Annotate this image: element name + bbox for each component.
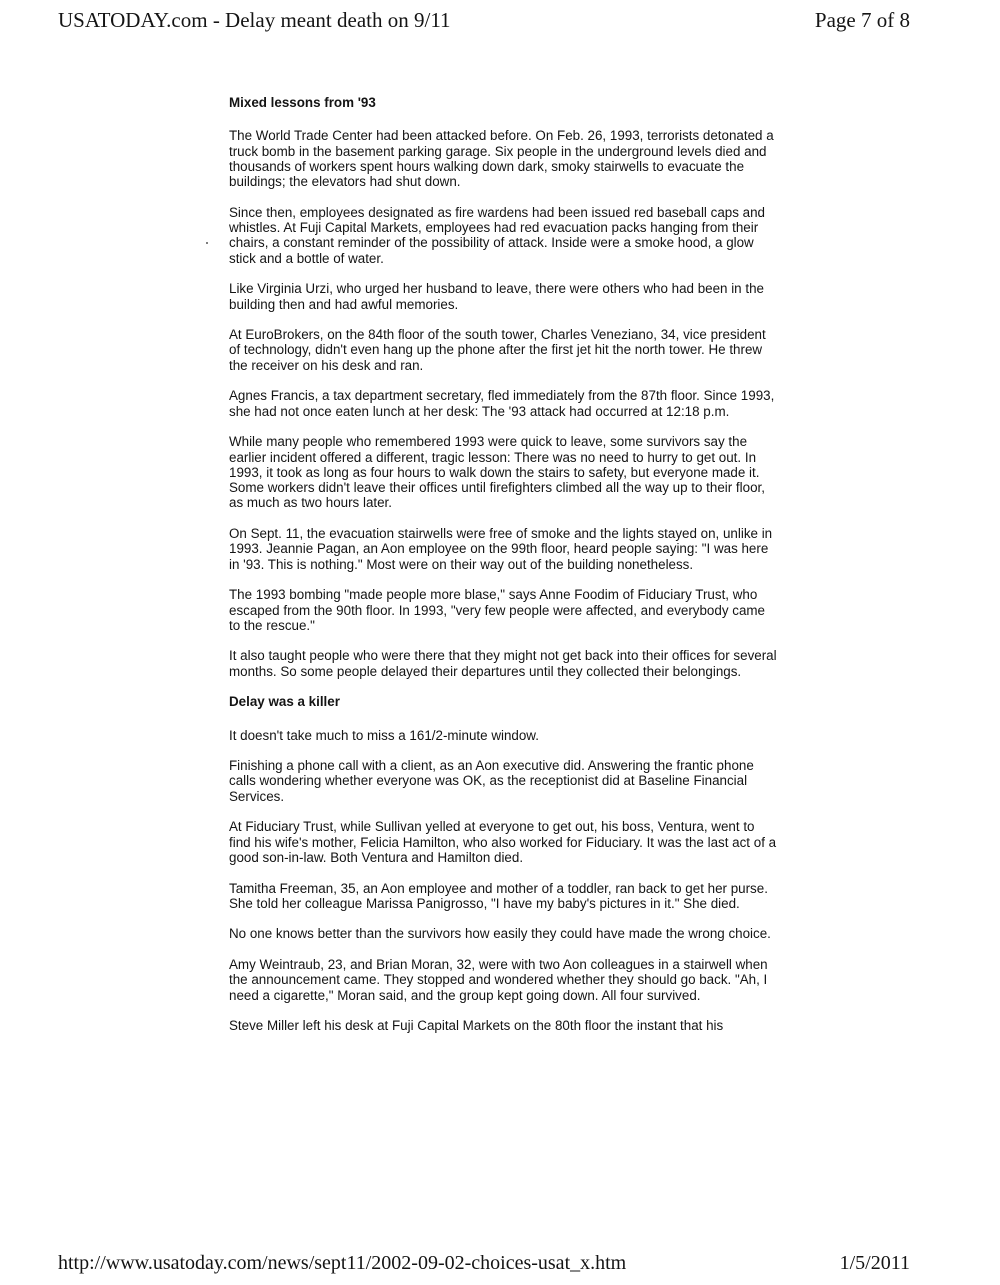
- paragraph: Like Virginia Urzi, who urged her husband to leave, there were others who had been in the building then and had awful memories.: [229, 281, 764, 312]
- paragraph: The World Trade Center had been attacked before. On Feb. 26, 1993, terrorists detonated a truck bomb in the basement parking garage. Six people in the underground levels died and thousands of workers spent hours walking down dark, smoky stairwells to evacuate the buildings; the elevators had shut down.: [229, 128, 774, 190]
- section-delay-was-a-killer: [229, 694, 779, 1033]
- paragraph: Since then, employees designated as fire wardens had been issued red baseball caps and whistles. At Fuji Capital Markets, employees had red evacuation packs hanging from their chairs, a constant reminder of the possibility of attack. Inside were a smoke hood, a glow stick and a bottle of water.: [229, 204, 765, 266]
- paragraph: Finishing a phone call with a client, as an Aon executive did. Answering the frantic phone calls wondering whether everyone was OK, as the receptionist did at Baseline Financial Services.: [229, 758, 754, 804]
- paragraph: On Sept. 11, the evacuation stairwells were free of smoke and the lights stayed on, unlike in 1993. Jeannie Pagan, an Aon employee on the 99th floor, heard people saying: "I was here in '93. This is nothing." Most were on their way out of the building nonetheless.: [229, 526, 773, 572]
- paragraph: Amy Weintraub, 23, and Brian Moran, 32, were with two Aon colleagues in a stairwell when the announcement came. They stopped and wondered whether they should go back. "Ah, I need a cigarette," Moran said, and the group kept going down. All four survived.: [229, 957, 768, 1003]
- paragraph: It doesn't take much to miss a 161/2-minute window.: [229, 727, 539, 743]
- paragraph: It also taught people who were there that they might not get back into their offices for several months. So some people delayed their departures until they collected their belongings.: [229, 648, 777, 679]
- scan-speck: [206, 242, 208, 244]
- print-footer-date: 1/5/2011: [839, 1252, 910, 1274]
- article-body: [229, 95, 779, 1034]
- paragraph: Tamitha Freeman, 35, an Aon employee and mother of a toddler, ran back to get her purse. She told her colleague Marissa Panigrosso, "I have my baby's pictures in it." She died.: [229, 880, 768, 911]
- paragraph: At Fiduciary Trust, while Sullivan yelled at everyone to get out, his boss, Ventura, went to find his wife's mother, Felicia Hamilton, who also worked for Fiduciary. It was the last act of a good son-in-law. Both Ventura and Hamilton died.: [229, 819, 777, 865]
- paragraph: At EuroBrokers, on the 84th floor of the south tower, Charles Veneziano, 34, vice president of technology, didn't even hang up the phone after the first jet hit the north tower. He threw the receiver on his desk and ran.: [229, 327, 766, 373]
- section-heading: Delay was a killer: [229, 694, 340, 710]
- print-header-page-number: Page 7 of 8: [814, 8, 910, 32]
- paragraph: While many people who remembered 1993 were quick to leave, some survivors say the earlier incident offered a different, tragic lesson: There was no need to hurry to get out. In 1993, it took as long as four hours to walk down the stairs to safety, but everyone made it. Some workers didn't leave their offices until firefighters climbed all the way up to their floor, as much as two hours later.: [229, 434, 765, 511]
- print-header-title: USATODAY.com - Delay meant death on 9/11: [58, 8, 451, 32]
- print-footer-url: http://www.usatoday.com/news/sept11/2002-09-02-choices-usat_x.htm: [58, 1252, 627, 1274]
- paragraph: Steve Miller left his desk at Fuji Capital Markets on the 80th floor the instant that his: [229, 1018, 724, 1034]
- section-heading: Mixed lessons from '93: [229, 95, 376, 110]
- section-mixed-lessons: [229, 95, 779, 679]
- paragraph: No one knows better than the survivors how easily they could have made the wrong choice.: [229, 926, 771, 942]
- paragraph: The 1993 bombing "made people more blase," says Anne Foodim of Fiduciary Trust, who escaped from the 90th floor. In 1993, "very few people were affected, and everybody came to the rescue.": [229, 587, 765, 633]
- paragraph: Agnes Francis, a tax department secretary, fled immediately from the 87th floor. Since 1993, she had not once eaten lunch at her desk: The '93 attack had occurred at 12:18 p.m.: [229, 388, 775, 419]
